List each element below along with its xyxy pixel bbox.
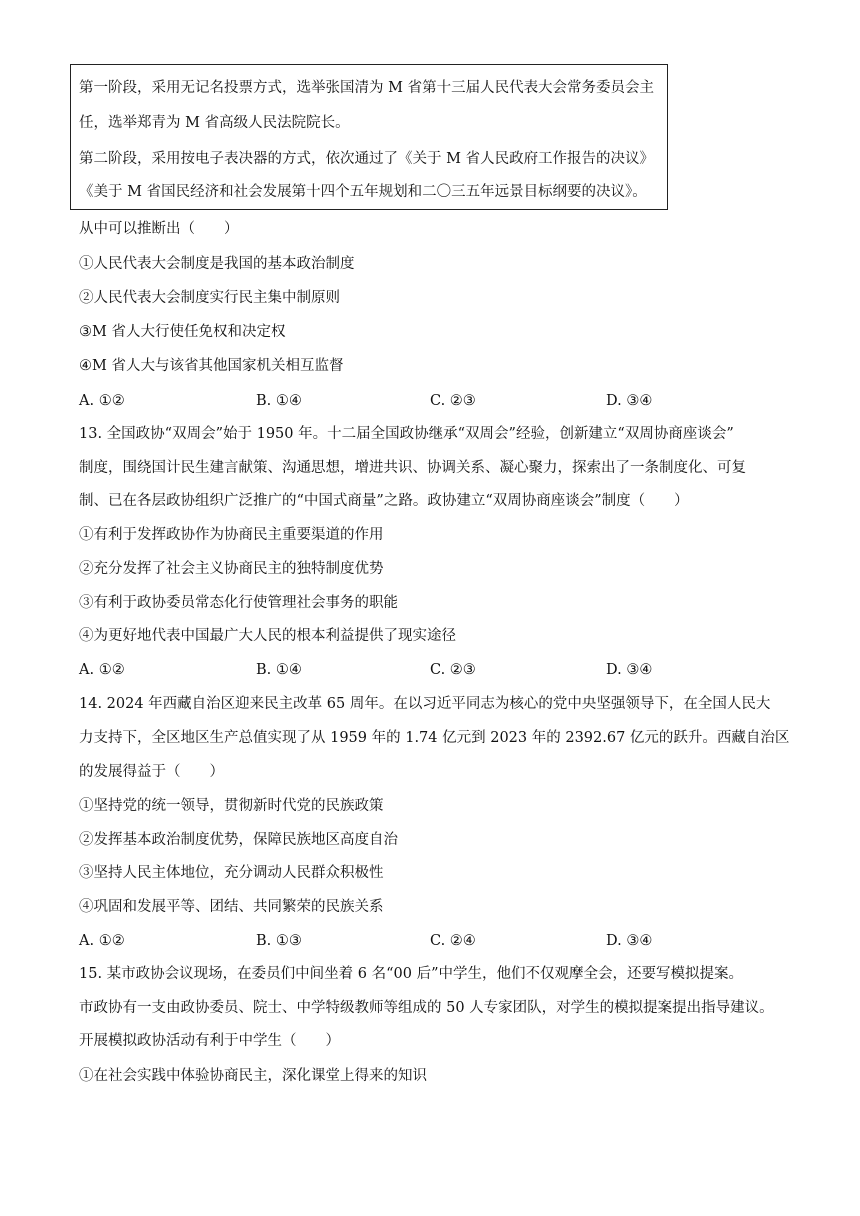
q13-statement: ④为更好地代表中国最广大人民的根本利益提供了现实途径 [79,628,456,644]
q13-statement: ③有利于政协委员常态化行使管理社会事务的职能 [79,595,398,611]
q14-option-b: B. ①③ [256,933,302,949]
q12-statement: ④M 省人大与该省其他国家机关相互监督 [79,358,344,374]
q12-option-d: D. ③④ [606,393,653,409]
q12-option-b: B. ①④ [256,393,302,409]
q12-statement: ①人民代表大会制度是我国的基本政治制度 [79,256,355,272]
q12-statement: ③M 省人大行使任免权和决定权 [79,324,286,340]
q13-stem-line: 13. 全国政协“双周会”始于 1950 年。十二届全国政协继承“双周会”经验，创新建立“双周协商座谈会” [79,426,734,442]
q14-stem-line: 力支持下，全区地区生产总值实现了从 1959 年的 1.74 亿元到 2023 年的 2392.67 亿元的跃升。西藏自治区 [79,730,790,746]
q15-stem-line: 开展模拟政协活动有利于中学生（ ） [79,1033,340,1049]
q13-statement: ①有利于发挥政协作为协商民主重要渠道的作用 [79,527,384,543]
q14-stem-line: 14. 2024 年西藏自治区迎来民主改革 65 周年。在以习近平同志为核心的党中央坚强领导下，在全国人民大 [79,696,771,712]
q14-statement: ①坚持党的统一领导，贯彻新时代党的民族政策 [79,798,384,814]
q13-stem-line: 制度，围绕国计民生建言献策、沟通思想，增进共识、协调关系、凝心聚力，探索出了一条制度化、可复 [79,460,746,476]
q14-statement: ③坚持人民主体地位，充分调动人民群众积极性 [79,865,384,881]
q13-option-b: B. ①④ [256,662,302,678]
material-line: 第一阶段，采用无记名投票方式，选举张国清为 M 省第十三届人民代表大会常务委员会主 [79,80,655,96]
q13-option-c: C. ②③ [430,662,476,678]
material-line: 《美于 M 省国民经济和社会发展第十四个五年规划和二〇三五年远景目标纲要的决议》。 [79,184,647,200]
q14-option-c: C. ②④ [430,933,476,949]
q14-option-a: A. ①② [79,933,125,949]
q15-stem-line: 市政协有一支由政协委员、院士、中学特级教师等组成的 50 人专家团队，对学生的模拟提案提出指导建议。 [79,1000,774,1016]
q15-stem-line: 15. 某市政协会议现场，在委员们中间坐着 6 名“00 后”中学生，他们不仅观摩全会，还要写模拟提案。 [79,966,743,982]
q13-stem-line: 制、已在各层政协组织广泛推广的“中国式商量”之路。政协建立“双周协商座谈会”制度（ ） [79,493,689,509]
q13-statement: ②充分发挥了社会主义协商民主的独特制度优势 [79,561,384,577]
q14-statement: ④巩固和发展平等、团结、共同繁荣的民族关系 [79,899,384,915]
q12-option-c: C. ②③ [430,393,476,409]
q12-option-a: A. ①② [79,393,125,409]
q14-option-d: D. ③④ [606,933,653,949]
q12-statement: ②人民代表大会制度实行民主集中制原则 [79,290,340,306]
material-line: 任，选举郑青为 M 省高级人民法院院长。 [79,115,350,131]
material-line: 第二阶段，采用按电子表决器的方式，依次通过了《关于 M 省人民政府工作报告的决议》 [79,151,655,167]
q15-statement: ①在社会实践中体验协商民主，深化课堂上得来的知识 [79,1068,427,1084]
q12-stem: 从中可以推断出（ ） [79,221,239,237]
q13-option-d: D. ③④ [606,662,653,678]
q14-stem-line: 的发展得益于（ ） [79,764,224,780]
q14-statement: ②发挥基本政治制度优势，保障民族地区高度自治 [79,832,398,848]
q13-option-a: A. ①② [79,662,125,678]
material-box [70,64,668,210]
